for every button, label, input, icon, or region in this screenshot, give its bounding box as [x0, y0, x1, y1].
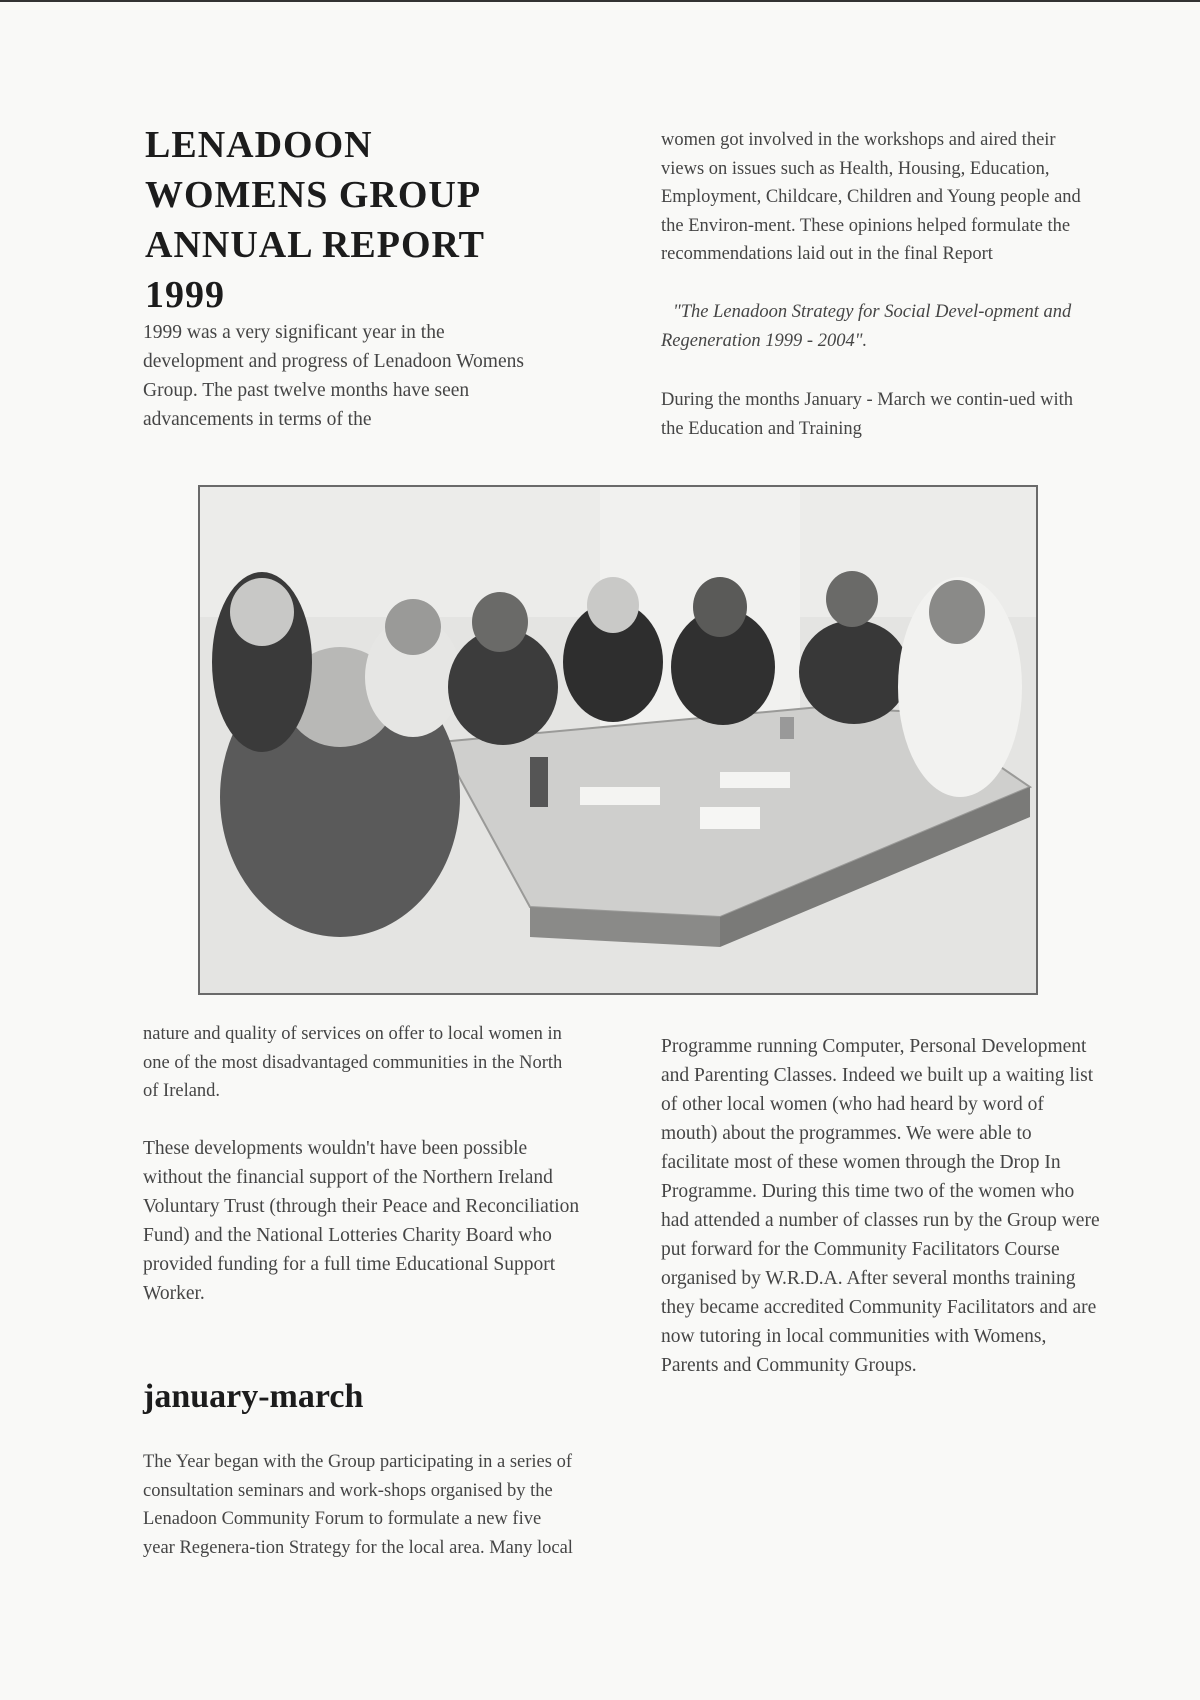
- title-line-4: 1999: [145, 274, 225, 316]
- section-heading: january-march: [143, 1378, 364, 1415]
- group-meeting-photo: [198, 485, 1038, 995]
- section-paragraph: The Year began with the Group participating in a series of consultation seminars and work-shops organised by the Lenadoon Community Forum to formulate a new five year Regenera-tion Strategy for the local area. Many local: [143, 1452, 573, 1558]
- page-title: [145, 120, 565, 320]
- col2-lower-paragraph: Programme running Computer, Personal Development and Parenting Classes. Indeed we built up a waiting list of other local women (who had heard by word of mouth) about the programmes. We were able to facilitate most of these women through the Drop In Programme. During this time two of the women who had attended a number of classes run by the Group were put forward for the Community Facilitators Course organised by W.R.D.A. After several months training they became accredited Community Facilitators and are now tutoring in local communities with Womens, Parents and Community Groups.: [661, 1036, 1100, 1376]
- col1-lower-paragraph-2: These developments wouldn't have been possible without the financial support of the Northern Ireland Voluntary Trust (through their Peace and Reconciliation Fund) and the National Lotteries Charity Board who provided funding for a full time Educational Support Worker.: [143, 1138, 580, 1304]
- col2-top-paragraph: women got involved in the workshops and aired their views on issues such as Health, Housing, Education, Employment, Childcare, Children and Young people and the Environ-ment. These opinions helped formulate the recommendations laid out in the final Report: [661, 130, 1081, 264]
- col1-lower-paragraph-1: nature and quality of services on offer to local women in one of the most disadvantaged communities in the North of Ireland.: [143, 1024, 563, 1101]
- col2-top-paragraph-2: During the months January - March we contin-ued with the Education and Training: [661, 390, 1074, 439]
- report-title-quote: "The Lenadoon Strategy for Social Devel-opment and Regeneration 1999 - 2004".: [661, 302, 1072, 351]
- title-line-2: WOMENS GROUP: [145, 174, 482, 216]
- photo-image: [200, 487, 1036, 993]
- title-line-3: ANNUAL REPORT: [145, 224, 485, 266]
- title-line-1: LENADOON: [145, 124, 373, 166]
- intro-paragraph: 1999 was a very significant year in the development and progress of Lenadoon Womens Group. The past twelve months have seen advancements in terms of the: [143, 322, 524, 430]
